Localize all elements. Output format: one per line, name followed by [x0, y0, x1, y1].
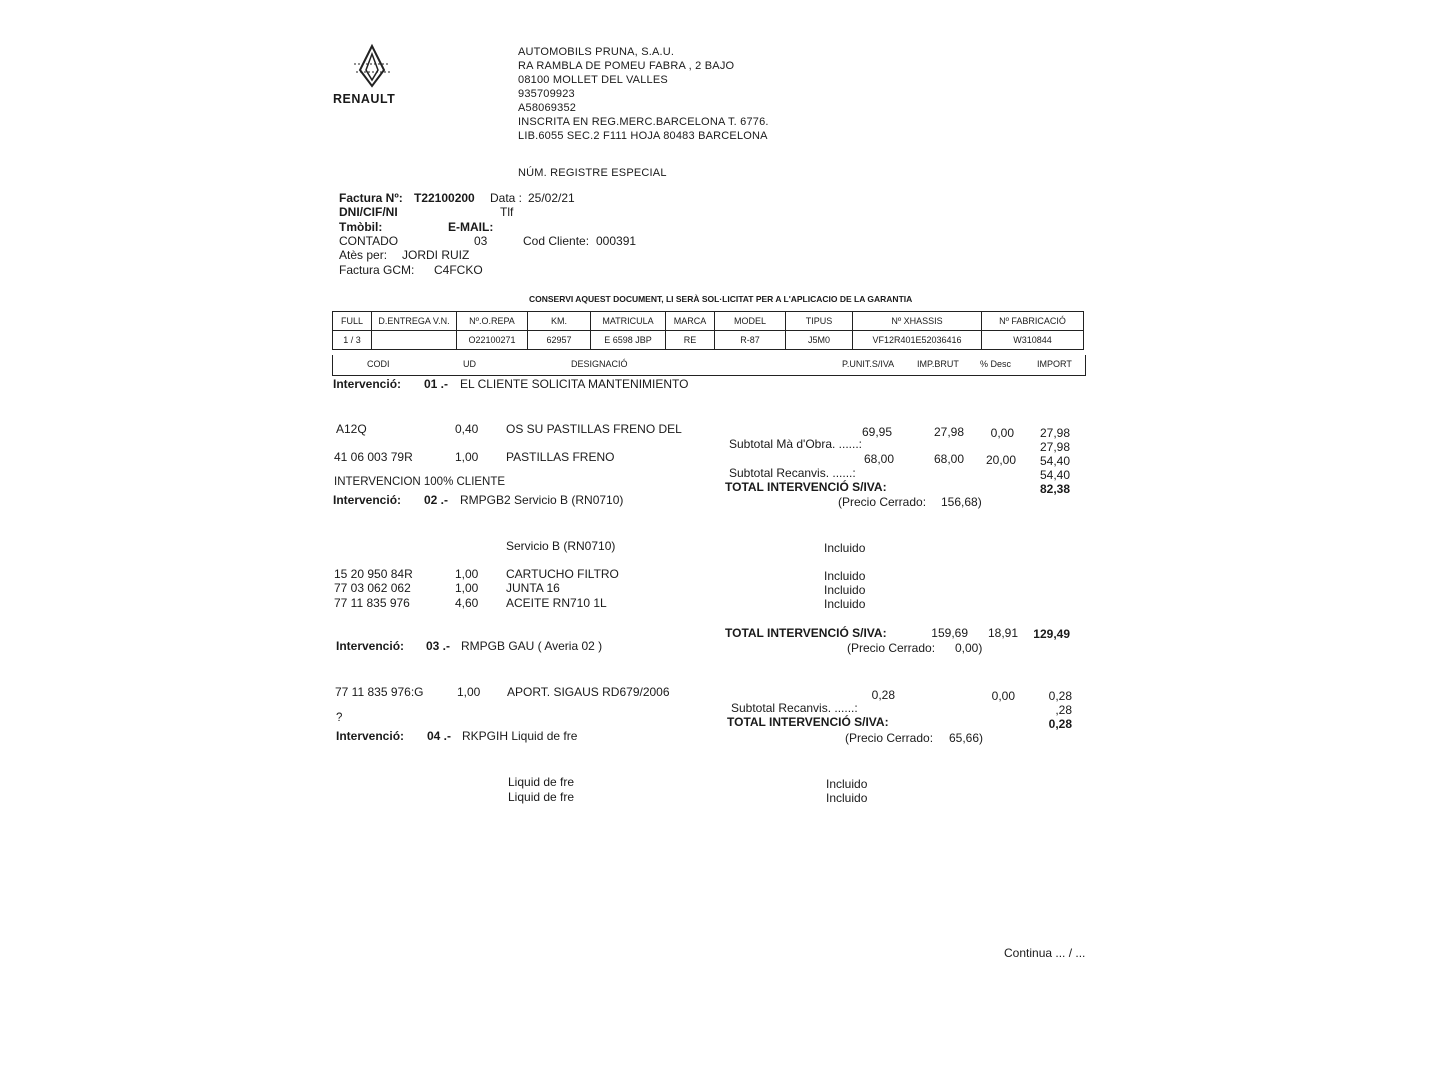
vehicle-value-cell: E 6598 JBP — [591, 331, 666, 350]
item-designation: JUNTA 16 — [506, 581, 560, 595]
subtotal-parts-label: Subtotal Recanvis. ......: — [729, 466, 856, 480]
client-code: 000391 — [596, 234, 637, 248]
column-header: % Desc — [980, 359, 1012, 369]
vehicle-value-cell: RE — [666, 331, 715, 350]
subtotal-labour: 27,98 — [1039, 440, 1070, 454]
item-code: 77 11 835 976 — [334, 596, 410, 610]
dni-label: DNI/CIF/NI — [339, 205, 398, 219]
vehicle-value-cell: VF12R401E52036416 — [853, 331, 982, 350]
item-designation: ACEITE RN710 1L — [506, 596, 607, 610]
vehicle-header-cell: Nº FABRICACIÓ — [982, 312, 1084, 331]
closed-price: 65,66) — [949, 731, 984, 745]
intervention-description: RMPGB2 Servicio B (RN0710) — [460, 493, 624, 507]
vehicle-value-cell: W310844 — [982, 331, 1084, 350]
vehicle-header-cell: MODEL — [715, 312, 786, 331]
subtotal-parts: ,28 — [1055, 703, 1072, 717]
column-header: IMP.BRUT — [917, 359, 959, 369]
client-label: Cod Cliente: — [523, 234, 590, 248]
vehicle-header-cell: Nº.O.REPA — [457, 312, 528, 331]
intervention-number: 03 .- — [426, 639, 451, 653]
intervention-note: INTERVENCION 100% CLIENTE — [334, 476, 506, 488]
item-qty: 1,00 — [455, 567, 479, 581]
vehicle-value-cell — [372, 331, 457, 350]
vehicle-header-cell: KM. — [528, 312, 591, 331]
vehicle-value-cell: R-87 — [715, 331, 786, 350]
intervention-description: RKPGIH Liquid de fre — [462, 729, 578, 743]
total-intervention: 129,49 — [1033, 627, 1070, 641]
intervention-number: 04 .- — [427, 729, 452, 743]
item-discount: 0,00 — [990, 426, 1014, 440]
mobile-label: Tmòbil: — [339, 220, 383, 234]
email-label: E-MAIL: — [448, 220, 494, 234]
subtotal-labour-label: Subtotal Mà d'Obra. ......: — [729, 437, 863, 451]
attended-label: Atès per: — [339, 248, 388, 262]
vehicle-value-cell: O22100271 — [457, 331, 528, 350]
item-gross: 27,98 — [933, 425, 964, 439]
brand-name: RENAULT — [333, 92, 396, 106]
vehicle-value-cell: 62957 — [528, 331, 591, 350]
item-designation: PASTILLAS FRENO — [506, 450, 615, 464]
date-label: Data : — [490, 191, 523, 205]
invoice-number-label: Factura Nº: — [339, 191, 403, 205]
item-designation: Liquid de fre — [508, 775, 575, 789]
included-status: Incluido — [824, 583, 866, 597]
item-code: 15 20 950 84R — [334, 567, 413, 581]
vehicle-header-cell: FULL — [333, 312, 372, 331]
closed-price-label: (Precio Cerrado: — [845, 731, 934, 745]
total-discount: 18,91 — [987, 626, 1018, 640]
attended-by: JORDI RUIZ — [402, 248, 470, 262]
vehicle-header-cell: MATRICULA — [591, 312, 666, 331]
intervention-label: Intervenció: — [336, 729, 405, 743]
margin-mark: ? — [336, 712, 343, 724]
total-gross: 159,69 — [931, 626, 968, 640]
item-discount: 20,00 — [985, 453, 1016, 467]
payment-code: 03 — [474, 234, 488, 248]
payment-method: CONTADO — [339, 234, 399, 248]
intervention-description: EL CLIENTE SOLICITA MANTENIMIENTO — [460, 377, 689, 391]
item-code: 77 11 835 976:G — [335, 685, 424, 699]
item-designation: APORT. SIGAUS RD679/2006 — [507, 685, 670, 699]
included-status: Incluido — [824, 541, 866, 555]
invoice-date: 25/02/21 — [528, 191, 575, 205]
column-header: P.UNIT.S/IVA — [842, 359, 895, 369]
vehicle-header-cell: MARCA — [666, 312, 715, 331]
continue-note: Continua ... / ... — [1004, 946, 1086, 960]
item-designation: OS SU PASTILLAS FRENO DEL — [506, 422, 682, 436]
vehicle-value-cell: 1 / 3 — [333, 331, 372, 350]
intervention-label: Intervenció: — [333, 493, 402, 507]
company-line: RA RAMBLA DE POMEU FABRA , 2 BAJO — [518, 60, 735, 72]
total-intervention-label: TOTAL INTERVENCIÓ S/IVA: — [725, 480, 887, 494]
company-line: AUTOMOBILS PRUNA, S.A.U. — [518, 46, 675, 58]
item-code: 77 03 062 062 — [334, 581, 411, 595]
item-gross: 68,00 — [933, 452, 964, 466]
vehicle-value-cell: J5M0 — [786, 331, 853, 350]
warranty-notice: CONSERVI AQUEST DOCUMENT, LI SERÀ SOL·LICITAT PER A L'APLICACIO DE LA GARANTIA — [529, 294, 913, 304]
column-header: DESIGNACIÓ — [571, 359, 628, 369]
company-line: 08100 MOLLET DEL VALLES — [518, 74, 668, 86]
line-items-header — [332, 355, 1086, 376]
item-unit-price: 68,00 — [863, 452, 894, 466]
item-qty: 1,00 — [457, 685, 481, 699]
vehicle-header-cell: D.ENTREGA V.N. — [372, 312, 457, 331]
company-line: 935709923 — [518, 88, 575, 100]
included-status: Incluido — [826, 777, 868, 791]
column-header: IMPORT — [1037, 359, 1072, 369]
item-amount: 0,28 — [1048, 689, 1072, 703]
invoice-number: T22100200 — [414, 191, 475, 205]
item-designation: CARTUCHO FILTRO — [506, 567, 619, 581]
service-name: Servicio B (RN0710) — [506, 539, 616, 553]
included-status: Incluido — [826, 791, 868, 805]
column-header: CODI — [367, 359, 390, 369]
closed-price: 0,00) — [955, 641, 983, 655]
total-intervention-label: TOTAL INTERVENCIÓ S/IVA: — [725, 626, 887, 640]
item-unit-price: 69,95 — [861, 425, 892, 439]
item-code: 41 06 003 79R — [334, 450, 413, 464]
included-status: Incluido — [824, 569, 866, 583]
item-amount: 54,40 — [1039, 454, 1070, 468]
intervention-label: Intervenció: — [336, 639, 405, 653]
closed-price-label: (Precio Cerrado: — [838, 495, 927, 509]
closed-price: 156,68) — [941, 495, 982, 509]
registry-label: NÚM. REGISTRE ESPECIAL — [518, 167, 667, 179]
item-qty: 4,60 — [455, 596, 479, 610]
item-designation: Liquid de fre — [508, 790, 575, 804]
total-intervention-label: TOTAL INTERVENCIÓ S/IVA: — [727, 715, 889, 729]
subtotal-parts: 54,40 — [1039, 468, 1070, 482]
item-unit-price: 0,28 — [871, 688, 895, 702]
renault-diamond-icon — [330, 42, 420, 92]
company-info — [518, 45, 769, 143]
intervention-number: 01 .- — [424, 377, 449, 391]
vehicle-header-row — [333, 312, 1084, 331]
company-line: INSCRITA EN REG.MERC.BARCELONA T. 6776. — [518, 116, 769, 128]
item-qty: 1,00 — [455, 450, 479, 464]
included-status: Incluido — [824, 597, 866, 611]
company-line: A58069352 — [518, 102, 577, 114]
subtotal-parts-label: Subtotal Recanvis. ......: — [731, 701, 858, 715]
total-intervention: 0,28 — [1048, 717, 1072, 731]
gcm-number: C4FCKO — [434, 263, 483, 277]
item-qty: 1,00 — [455, 581, 479, 595]
closed-price-label: (Precio Cerrado: — [847, 641, 936, 655]
vehicle-header-cell: TIPUS — [786, 312, 853, 331]
vehicle-value-row — [333, 331, 1084, 350]
company-line: LIB.6055 SEC.2 F111 HOJA 80483 BARCELONA — [518, 130, 768, 142]
tlf-label: Tlf — [500, 205, 514, 219]
intervention-label: Intervenció: — [333, 377, 402, 391]
item-discount: 0,00 — [991, 689, 1015, 703]
item-code: A12Q — [336, 422, 367, 436]
vehicle-header-cell: Nº XHASSIS — [853, 312, 982, 331]
item-qty: 0,40 — [455, 422, 479, 436]
total-intervention: 82,38 — [1039, 482, 1070, 496]
gcm-label: Factura GCM: — [339, 263, 415, 277]
intervention-description: RMPGB GAU ( Averia 02 ) — [461, 639, 603, 653]
vehicle-table — [332, 311, 1084, 350]
intervention-number: 02 .- — [424, 493, 449, 507]
item-amount: 27,98 — [1039, 426, 1070, 440]
column-header: UD — [463, 359, 476, 369]
